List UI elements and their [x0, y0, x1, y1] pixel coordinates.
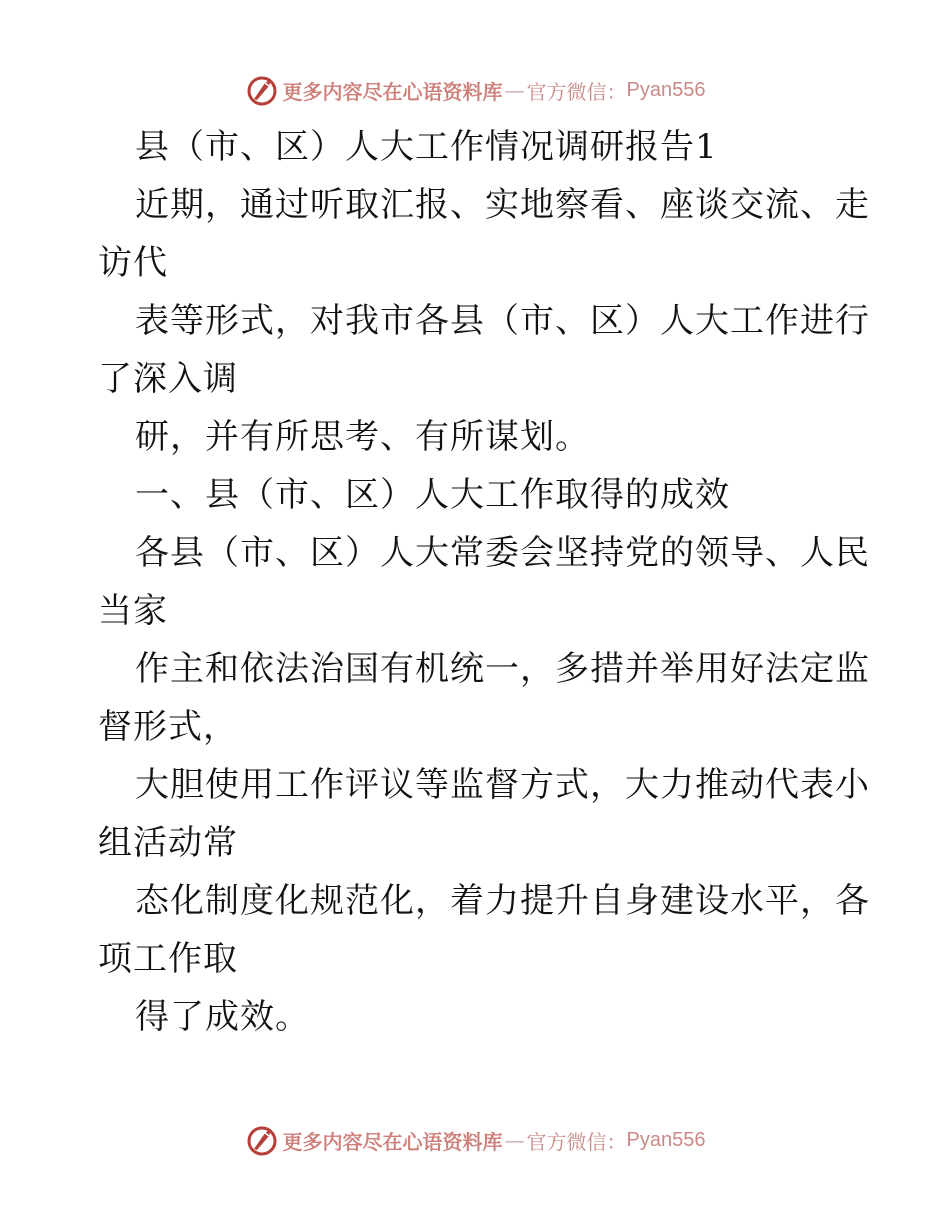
- paragraph-line: 近期，通过听取汇报、实地察看、座谈交流、走: [135, 185, 870, 225]
- paragraph-line: 项工作取: [98, 939, 238, 979]
- watermark-suffix-text: 官方微信：: [526, 79, 627, 104]
- watermark-wechat-id: Pyan556: [626, 78, 706, 101]
- watermark-separator: —: [504, 78, 525, 102]
- paragraph-line: 表等形式，对我市各县（市、区）人大工作进行: [135, 301, 870, 341]
- watermark-wechat-id: Pyan556: [626, 1128, 706, 1151]
- paragraph-line: 当家: [98, 591, 168, 631]
- paragraph-line: 态化制度化规范化，着力提升自身建设水平，各: [135, 881, 870, 921]
- section-heading: 一、县（市、区）人大工作取得的成效: [135, 475, 730, 515]
- paragraph-line: 了深入调: [98, 359, 238, 399]
- watermark-banner-bottom: [0, 1120, 950, 1160]
- paragraph-line: 组活动常: [98, 823, 238, 863]
- document-body: [98, 118, 870, 1046]
- paragraph-line: 督形式，: [98, 707, 238, 747]
- paragraph-line: 大胆使用工作评议等监督方式，大力推动代表小: [135, 765, 870, 805]
- paragraph-line: 各县（市、区）人大常委会坚持党的领导、人民: [135, 533, 870, 573]
- watermark-suffix-text: 官方微信：: [526, 1129, 627, 1154]
- watermark-banner-top: [0, 70, 950, 110]
- paragraph-line: 作主和依法治国有机统一，多措并举用好法定监: [135, 649, 870, 689]
- document-title: 县（市、区）人大工作情况调研报告1: [135, 127, 718, 167]
- watermark-separator: —: [504, 1128, 525, 1152]
- paragraph-line: 访代: [98, 243, 168, 283]
- pen-nib-logo-icon: [245, 73, 279, 107]
- watermark-main-text: 更多内容尽在心语资料库: [282, 79, 503, 104]
- pen-nib-logo-icon: [245, 1123, 279, 1157]
- watermark-main-text: 更多内容尽在心语资料库: [282, 1129, 503, 1154]
- paragraph-line: 得了成效。: [135, 997, 310, 1037]
- paragraph-line: 研，并有所思考、有所谋划。: [135, 417, 590, 457]
